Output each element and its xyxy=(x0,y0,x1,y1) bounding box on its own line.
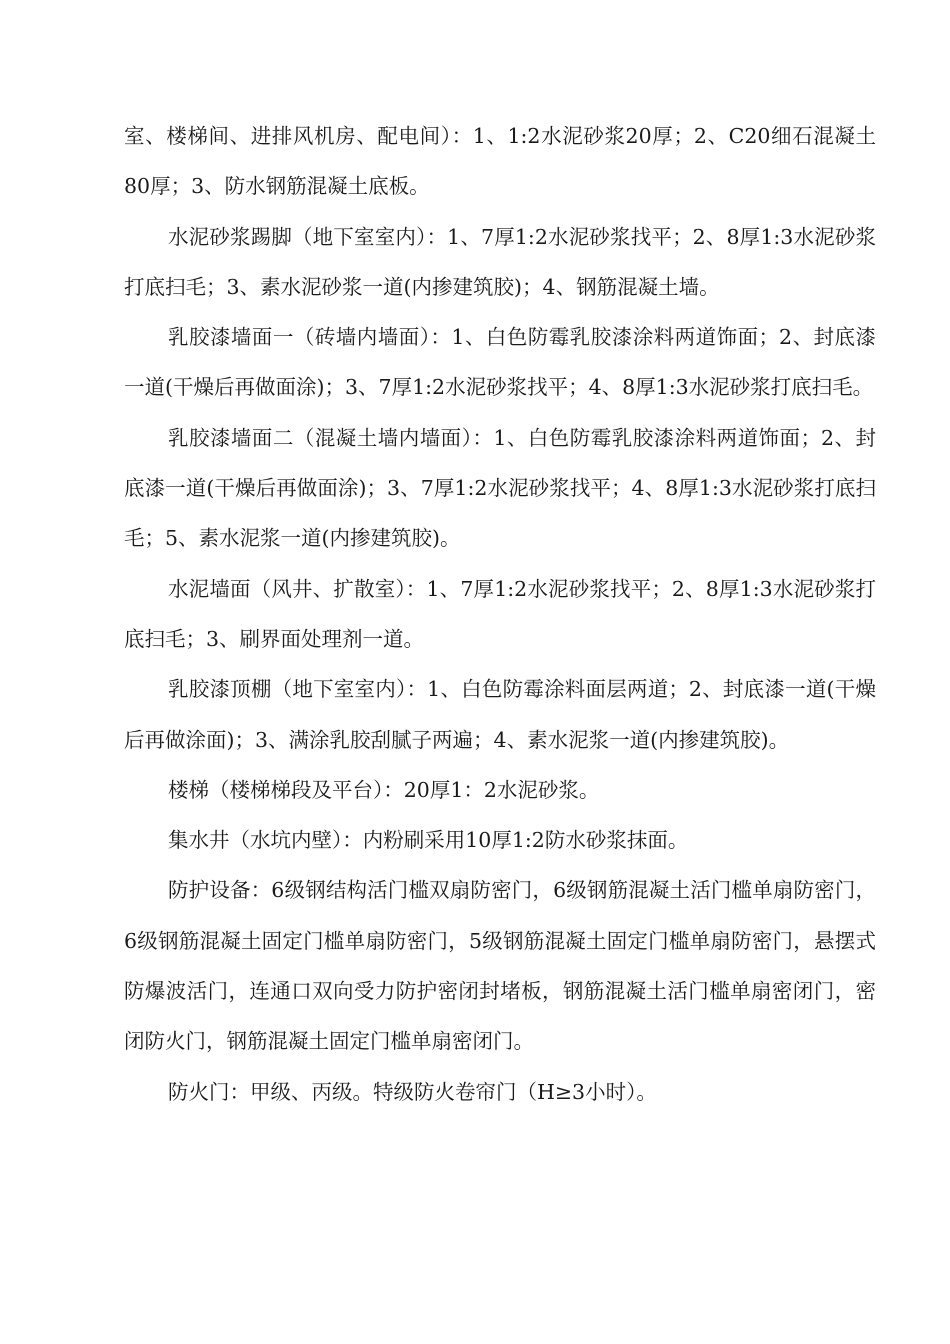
paragraph-protective-equipment: 防护设备：6级钢结构活门槛双扇防密门，6级钢筋混凝土活门槛单扇防密门，6级钢筋混凝土固定门槛单扇防密门，5级钢筋混凝土固定门槛单扇防密门，悬摆式防爆波活门，连通口双向受力防护密闭封堵板，钢筋混凝土活门槛单扇密闭门，密闭防火门，钢筋混凝土固定门槛单扇密闭门。 xyxy=(124,878,876,1054)
paragraph-skirting: 水泥砂浆踢脚（地下室室内）：1、7厚1:2水泥砂浆找平；2、8厚1:3水泥砂浆打底扫毛；3、素水泥砂浆一道(内掺建筑胶)；4、钢筋混凝土墙。 xyxy=(124,224,876,299)
paragraph-fire-doors: 防火门：甲级、丙级。特级防火卷帘门（H≥3小时）。 xyxy=(168,1079,657,1104)
paragraph-sump-pit: 集水井（水坑内壁）：内粉刷采用10厚1:2防水砂浆抹面。 xyxy=(168,828,689,853)
paragraph-stairs: 楼梯（楼梯梯段及平台）：20厚1：2水泥砂浆。 xyxy=(168,777,600,802)
paragraph-latex-wall-two: 乳胶漆墙面二（混凝土墙内墙面）：1、白色防霉乳胶漆涂料两道饰面；2、封底漆一道(干燥后再做面涂)；3、7厚1:2水泥砂浆找平；4、8厚1:3水泥砂浆打底扫毛；5、素水泥浆一道(内掺建筑胶)。 xyxy=(124,425,876,551)
paragraph-latex-wall-one: 乳胶漆墙面一（砖墙内墙面）：1、白色防霉乳胶漆涂料两道饰面；2、封底漆一道(干燥后再做面涂)；3、7厚1:2水泥砂浆找平；4、8厚1:3水泥砂浆打底扫毛。 xyxy=(124,325,876,400)
paragraph-latex-ceiling: 乳胶漆顶棚（地下室室内）：1、白色防霉涂料面层两道；2、封底漆一道(干燥后再做涂面)；3、满涂乳胶刮腻子两遍；4、素水泥浆一道(内掺建筑胶)。 xyxy=(124,677,876,752)
document-page xyxy=(124,111,876,1117)
paragraph-cement-wall: 水泥墙面（风井、扩散室）：1、7厚1:2水泥砂浆找平；2、8厚1:3水泥砂浆打底扫毛；3、刷界面处理剂一道。 xyxy=(124,576,876,651)
paragraph-floor-finish: 室、楼梯间、进排风机房、配电间）：1、1:2水泥砂浆20厚；2、C20细石混凝土80厚；3、防水钢筋混凝土底板。 xyxy=(124,124,876,199)
